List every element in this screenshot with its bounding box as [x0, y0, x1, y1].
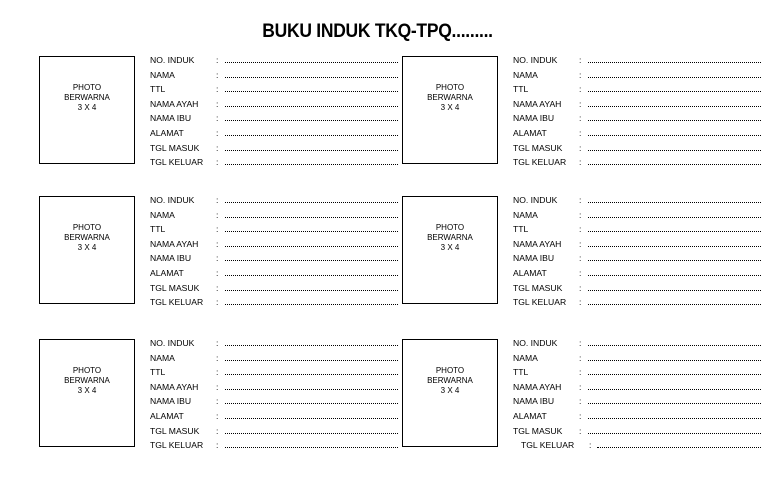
field-colon: : — [579, 113, 582, 124]
field-row-nama — [513, 208, 763, 223]
field-fill-line[interactable] — [225, 231, 398, 232]
field-fill-line[interactable] — [225, 135, 398, 136]
field-label: TTL — [513, 224, 529, 235]
student-record-card — [39, 53, 399, 173]
field-row-tgl-masuk — [150, 281, 400, 296]
field-row-nama-ibu — [513, 394, 763, 409]
field-label: NO. INDUK — [150, 195, 195, 205]
student-record-card — [402, 193, 762, 313]
field-label: ALAMAT — [513, 127, 547, 138]
field-colon: : — [216, 84, 219, 95]
field-colon: : — [579, 338, 582, 348]
field-colon: : — [216, 195, 219, 205]
photo-label-line1: PHOTO — [435, 366, 465, 375]
record-fields — [513, 336, 763, 453]
field-row-tgl-keluar — [150, 155, 400, 170]
field-label: ALAMAT — [150, 127, 184, 138]
field-fill-line[interactable] — [588, 91, 761, 92]
field-colon: : — [216, 352, 219, 363]
field-label: TGL MASUK — [513, 142, 563, 153]
field-fill-line[interactable] — [225, 246, 398, 247]
field-fill-line[interactable] — [588, 374, 761, 375]
field-colon: : — [216, 157, 219, 168]
field-colon: : — [216, 55, 219, 65]
field-label: NO. INDUK — [513, 338, 558, 348]
field-label: TTL — [150, 224, 166, 235]
field-row-nama-ayah — [513, 237, 763, 252]
field-colon: : — [579, 396, 582, 407]
field-fill-line[interactable] — [225, 418, 398, 419]
field-row-nama-ibu — [513, 251, 763, 266]
photo-label-line1: PHOTO — [435, 83, 465, 92]
field-label: ALAMAT — [513, 267, 547, 278]
field-colon: : — [216, 381, 219, 392]
field-label: NAMA IBU — [150, 253, 192, 264]
field-colon: : — [216, 113, 219, 124]
photo-placeholder — [39, 56, 135, 164]
student-record-card — [39, 336, 399, 456]
field-fill-line[interactable] — [588, 135, 761, 136]
field-fill-line[interactable] — [225, 77, 398, 78]
record-fields — [150, 336, 400, 453]
field-colon: : — [579, 267, 582, 278]
field-row-nama-ibu — [150, 251, 400, 266]
field-label: TGL MASUK — [150, 282, 200, 293]
field-label: NAMA IBU — [150, 113, 192, 124]
photo-label-line2: BERWARNA — [427, 233, 473, 242]
field-colon: : — [579, 367, 582, 378]
field-row-ttl — [513, 82, 763, 97]
field-label: NAMA — [513, 352, 538, 363]
field-colon: : — [216, 267, 219, 278]
field-row-nama — [150, 208, 400, 223]
field-fill-line[interactable] — [588, 150, 761, 151]
field-fill-line[interactable] — [588, 120, 761, 121]
field-fill-line[interactable] — [225, 275, 398, 276]
field-row-nama-ayah — [150, 237, 400, 252]
field-fill-line[interactable] — [588, 77, 761, 78]
field-label: TGL KELUAR — [150, 440, 204, 451]
field-label: TGL MASUK — [150, 425, 200, 436]
field-row-ttl — [150, 82, 400, 97]
field-row-ttl — [150, 365, 400, 380]
field-label: TGL MASUK — [150, 142, 200, 153]
field-fill-line[interactable] — [225, 360, 398, 361]
field-colon: : — [216, 338, 219, 348]
field-fill-line[interactable] — [588, 345, 761, 346]
record-fields — [150, 53, 400, 170]
field-label: NAMA — [150, 209, 175, 220]
photo-label-line1: PHOTO — [72, 366, 102, 375]
field-fill-line[interactable] — [225, 260, 398, 261]
photo-label-line1: PHOTO — [435, 223, 465, 232]
field-label: NAMA — [150, 69, 175, 80]
field-row-tgl-masuk — [150, 424, 400, 439]
photo-label-line3: 3 X 4 — [440, 386, 460, 395]
field-fill-line[interactable] — [588, 389, 761, 390]
field-fill-line[interactable] — [225, 164, 398, 165]
field-colon: : — [579, 238, 582, 249]
field-colon: : — [579, 425, 582, 436]
field-colon: : — [216, 253, 219, 264]
field-label: NAMA — [513, 69, 538, 80]
field-colon: : — [579, 84, 582, 95]
field-row-no-induk — [513, 336, 763, 351]
field-label: NAMA AYAH — [150, 381, 199, 392]
field-colon: : — [579, 224, 582, 235]
field-label: NO. INDUK — [513, 195, 558, 205]
field-row-nama — [150, 68, 400, 83]
field-fill-line[interactable] — [588, 290, 761, 291]
field-row-alamat — [150, 409, 400, 424]
field-fill-line[interactable] — [588, 275, 761, 276]
field-colon: : — [579, 297, 582, 308]
photo-label-line2: BERWARNA — [64, 233, 110, 242]
field-colon: : — [579, 98, 582, 109]
field-row-ttl — [513, 222, 763, 237]
field-row-alamat — [513, 126, 763, 141]
student-record-card — [402, 53, 762, 173]
field-row-tgl-masuk — [513, 141, 763, 156]
field-fill-line[interactable] — [588, 202, 761, 203]
record-fields — [150, 193, 400, 310]
field-fill-line[interactable] — [588, 106, 761, 107]
field-colon: : — [216, 367, 219, 378]
page-title: BUKU INDUK TKQ-TPQ......... — [262, 21, 493, 42]
field-fill-line[interactable] — [588, 433, 761, 434]
field-label: NAMA AYAH — [150, 98, 199, 109]
field-colon: : — [216, 396, 219, 407]
field-row-tgl-masuk — [513, 424, 763, 439]
field-fill-line[interactable] — [588, 403, 761, 404]
field-row-tgl-masuk — [513, 281, 763, 296]
field-fill-line[interactable] — [225, 447, 398, 448]
field-label: NAMA AYAH — [150, 238, 199, 249]
field-fill-line[interactable] — [225, 304, 398, 305]
field-label: TGL KELUAR — [513, 157, 567, 168]
field-fill-line[interactable] — [225, 345, 398, 346]
field-row-alamat — [513, 266, 763, 281]
field-colon: : — [216, 127, 219, 138]
photo-label-line3: 3 X 4 — [440, 103, 460, 112]
field-label: TGL KELUAR — [521, 440, 575, 451]
field-row-ttl — [513, 365, 763, 380]
photo-placeholder — [39, 339, 135, 447]
photo-placeholder — [402, 56, 498, 164]
field-label: TGL KELUAR — [513, 297, 567, 308]
field-fill-line[interactable] — [588, 260, 761, 261]
photo-placeholder — [402, 339, 498, 447]
field-colon: : — [579, 381, 582, 392]
field-fill-line[interactable] — [588, 304, 761, 305]
field-colon: : — [216, 238, 219, 249]
field-label: TGL KELUAR — [150, 297, 204, 308]
field-label: NO. INDUK — [150, 55, 195, 65]
photo-label-line3: 3 X 4 — [77, 243, 97, 252]
field-label: NAMA AYAH — [513, 98, 562, 109]
field-row-no-induk — [150, 193, 400, 208]
field-label: TTL — [150, 84, 166, 95]
field-label: ALAMAT — [150, 267, 184, 278]
field-label: TGL KELUAR — [150, 157, 204, 168]
field-row-alamat — [513, 409, 763, 424]
field-fill-line[interactable] — [588, 418, 761, 419]
photo-label-line2: BERWARNA — [427, 93, 473, 102]
field-label: NAMA — [513, 209, 538, 220]
photo-placeholder — [402, 196, 498, 304]
field-colon: : — [579, 142, 582, 153]
field-fill-line[interactable] — [225, 433, 398, 434]
field-label: ALAMAT — [150, 410, 184, 421]
photo-label-line3: 3 X 4 — [77, 103, 97, 112]
field-label: TTL — [513, 84, 529, 95]
field-row-nama-ibu — [150, 111, 400, 126]
field-fill-line[interactable] — [588, 231, 761, 232]
field-fill-line[interactable] — [588, 217, 761, 218]
field-fill-line[interactable] — [588, 62, 761, 63]
field-label: NAMA IBU — [513, 396, 555, 407]
field-row-nama — [150, 351, 400, 366]
field-fill-line[interactable] — [225, 217, 398, 218]
field-fill-line[interactable] — [225, 389, 398, 390]
field-row-nama-ayah — [150, 97, 400, 112]
field-colon: : — [216, 440, 219, 451]
field-row-no-induk — [513, 193, 763, 208]
field-row-alamat — [150, 266, 400, 281]
field-row-no-induk — [150, 336, 400, 351]
field-row-tgl-keluar — [513, 295, 763, 310]
field-fill-line[interactable] — [225, 62, 398, 63]
field-colon: : — [216, 425, 219, 436]
field-row-nama-ibu — [513, 111, 763, 126]
photo-label-line2: BERWARNA — [64, 376, 110, 385]
field-label: ALAMAT — [513, 410, 547, 421]
field-label: NAMA IBU — [513, 113, 555, 124]
field-fill-line[interactable] — [225, 150, 398, 151]
field-row-nama-ibu — [150, 394, 400, 409]
field-label: NAMA — [150, 352, 175, 363]
field-row-tgl-masuk — [150, 141, 400, 156]
field-row-no-induk — [513, 53, 763, 68]
field-row-tgl-keluar — [513, 155, 763, 170]
field-colon: : — [579, 195, 582, 205]
field-fill-line[interactable] — [597, 447, 761, 448]
photo-label-line1: PHOTO — [72, 83, 102, 92]
field-colon: : — [579, 282, 582, 293]
field-colon: : — [216, 142, 219, 153]
field-label: NAMA IBU — [150, 396, 192, 407]
field-label: NO. INDUK — [150, 338, 195, 348]
field-label: NO. INDUK — [513, 55, 558, 65]
field-row-tgl-keluar — [150, 295, 400, 310]
field-row-nama — [513, 68, 763, 83]
record-fields — [513, 53, 763, 170]
field-colon: : — [579, 127, 582, 138]
field-fill-line[interactable] — [588, 360, 761, 361]
field-label: TGL MASUK — [513, 425, 563, 436]
field-colon: : — [216, 209, 219, 220]
field-row-ttl — [150, 222, 400, 237]
field-colon: : — [579, 352, 582, 363]
field-fill-line[interactable] — [225, 91, 398, 92]
field-row-nama-ayah — [150, 380, 400, 395]
field-label: NAMA AYAH — [513, 238, 562, 249]
field-row-nama-ayah — [513, 97, 763, 112]
field-row-no-induk — [150, 53, 400, 68]
photo-label-line2: BERWARNA — [427, 376, 473, 385]
field-colon: : — [579, 410, 582, 421]
field-fill-line[interactable] — [225, 106, 398, 107]
field-row-tgl-keluar — [150, 438, 400, 453]
field-fill-line[interactable] — [225, 403, 398, 404]
field-colon: : — [589, 440, 592, 451]
field-row-nama — [513, 351, 763, 366]
field-fill-line[interactable] — [225, 290, 398, 291]
photo-label-line2: BERWARNA — [64, 93, 110, 102]
field-colon: : — [216, 224, 219, 235]
field-colon: : — [216, 69, 219, 80]
record-fields — [513, 193, 763, 310]
field-label: TTL — [513, 367, 529, 378]
field-colon: : — [216, 297, 219, 308]
field-colon: : — [216, 98, 219, 109]
field-label: TGL MASUK — [513, 282, 563, 293]
field-fill-line[interactable] — [225, 374, 398, 375]
field-label: NAMA IBU — [513, 253, 555, 264]
field-fill-line[interactable] — [588, 246, 761, 247]
field-label: TTL — [150, 367, 166, 378]
field-colon: : — [579, 157, 582, 168]
field-colon: : — [579, 253, 582, 264]
photo-placeholder — [39, 196, 135, 304]
field-row-alamat — [150, 126, 400, 141]
field-colon: : — [216, 410, 219, 421]
field-fill-line[interactable] — [588, 164, 761, 165]
field-colon: : — [579, 209, 582, 220]
field-row-nama-ayah — [513, 380, 763, 395]
student-record-card — [39, 193, 399, 313]
field-colon: : — [579, 69, 582, 80]
student-record-card — [402, 336, 762, 456]
photo-label-line3: 3 X 4 — [77, 386, 97, 395]
field-fill-line[interactable] — [225, 120, 398, 121]
field-row-tgl-keluar — [513, 438, 763, 453]
photo-label-line1: PHOTO — [72, 223, 102, 232]
field-colon: : — [216, 282, 219, 293]
field-colon: : — [579, 55, 582, 65]
field-label: NAMA AYAH — [513, 381, 562, 392]
field-fill-line[interactable] — [225, 202, 398, 203]
photo-label-line3: 3 X 4 — [440, 243, 460, 252]
